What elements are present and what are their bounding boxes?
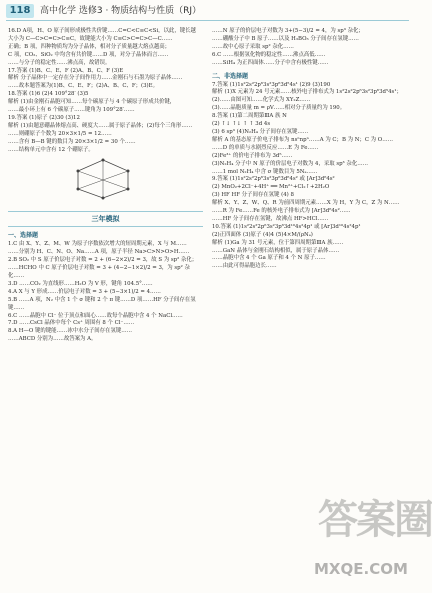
text-line: 16.D A项，H、O 原子间形成极性共价键……C=C<C≡C<Si，以此，键长越 [8, 28, 196, 34]
text-line: 6.C ……晶胞中 Cl⁻ 位于顶点和面心……故每个晶胞中含 4 个 NaCl…… [8, 312, 183, 319]
text-line: ……ABCD 分别为……故答案为 A。 [8, 336, 97, 343]
text-line: ……最小环上有 6 个碳原子……键角为 109°28′…… [8, 107, 135, 114]
text-line: ……HF 分子间存在氢键，故沸点 HF>HCl…… [212, 215, 329, 222]
text-line: ……硼酸分子中 B 原子……以及 H₃BO₃ 分子间存在氢键…… [212, 35, 359, 42]
book-title: 高中化学 选修3 · 物质结构与性质（RJ） [40, 6, 202, 16]
text-line: 解析 A 的基态原子价电子排布为 nsⁿnpⁿ……A 为 C；B 为 N；C 为 O…… [212, 136, 393, 143]
text-line: 2.B SO₂ 中 S 原子价层电子对数 = 2 + (6−2×2)/2 = 3，故 S 为 sp² 杂化； [8, 257, 198, 264]
text-line: 正确；B 项，四种物质均为分子晶体，相对分子质量越大熔点越高； [8, 43, 171, 50]
text-line: (2)……由图可知……化学式为 XY₂Z…… [212, 97, 311, 104]
text-line: 3.D ……CO₂ 为直线形……H₂O 为 V 形，键角 104.5°…… [8, 280, 153, 287]
watermark-logo [314, 497, 432, 588]
text-line: 解析 (1)Ga 为 31 号元素，位于第四周期第ⅢA 族…… [212, 239, 344, 246]
text-line: (2) MnO₂+2Cl⁻+4H⁺ ══ Mn²⁺+Cl₂↑+2H₂O [212, 184, 330, 191]
text-line: 解析 (1)由金刚石晶胞可知……每个碳原子与 4 个碳原子形成共价键， [8, 99, 176, 106]
text-line: 1.C 由 X、Y、Z、M、W 为原子序数依次增大的短周期元素，X 与 M…… [8, 241, 187, 248]
text-line: C 项，CO₂、SiO₂ 中均含有共价键……D 项，对分子晶体而言…… [8, 51, 169, 58]
text-line: ……含有 B—B 键的数目为 20×3×1/2 = 30 个…… [8, 138, 136, 145]
text-line: 18.答案 (1)6 (2)4 109°28′ (3)5 [8, 91, 89, 98]
text-line: ……故中心原子采取 sp² 杂化…… [212, 43, 294, 50]
watermark-text: 答案圈 [318, 497, 432, 543]
text-line: ……R 为 Fe……Fe 的核外电子排布式为 [Ar]3d⁶4s²…… [212, 208, 351, 215]
watermark-url: MXQE.COM [314, 560, 408, 578]
subsection-heading-open: 二、非选择题 [212, 72, 249, 80]
subsection-heading-choice: 一、选择题 [8, 232, 39, 240]
text-line: ……N 原子的价层电子对数为 3+(5−3)/2 = 4，为 sp³ 杂化； [212, 28, 364, 34]
text-line: (3)N₂H₄ 分子中 N 原子的价层电子对数为 4，采取 sp³ 杂化…… [212, 160, 368, 167]
text-line: ……结构单元中含有 12 个硼原子。 [8, 146, 94, 153]
text-line: ……则硼原子个数为 20×3×1/5 = 12…… [8, 130, 112, 137]
text-line: 大小为 C—C>C=C>C≡C，故键能大小为 C≡C>C=C>C—C…… [8, 35, 173, 42]
answer-list-top [8, 28, 203, 155]
text-line: ……与分子的稳定性……沸点高，故错误。 [8, 59, 111, 66]
answer-list-mock [8, 241, 203, 344]
text-line: 解析 (1)X 元素为 24 号元素……核外电子排布式为 1s²2s²2p⁶3s²3p⁶3d⁵4s¹； [212, 89, 402, 96]
text-line: 解析 (1)由题意硼晶体熔点高、硬度大……属于原子晶体；(2)每个三角形…… [8, 122, 193, 129]
page-header [0, 0, 415, 22]
text-line: 6.C ……根据氢化物的稳定性……沸点高低…… [212, 51, 326, 58]
text-line: 8.A H—O 键的键能……冰中水分子间存在氢键…… [8, 328, 133, 335]
answer-list-right-top [212, 28, 407, 68]
text-line: ……故本题答案为(1)B、C、E、F；(2)A、B、C、F；(3)E。 [8, 83, 158, 90]
text-line: (3) HF HF 分子间存在氢键 (4) 8 [212, 192, 294, 199]
section-heading: 三年模拟 [8, 211, 203, 227]
text-line: ……由此可得晶胞边长…… [212, 263, 277, 270]
text-line: (2)正四面体 (3)原子 (4)4 (5)4×M/(ρNₐ) [212, 231, 313, 238]
page-number-badge: 118 [6, 4, 34, 18]
text-line: ……1 mol N₂H₄ 中含 σ 键数目为 5Nₐ…… [212, 168, 318, 175]
text-line: 8.答案 (1)第二周期第ⅢA 族 N [212, 113, 287, 120]
answer-list-right-open [212, 82, 407, 272]
left-column [8, 28, 203, 588]
text-line: (3)……晶胞质量 m = ρV……相对分子质量约为 190。 [212, 105, 346, 112]
text-line: ……HCHO 中 C 原子价层电子对数 = 3 + (4−2−1×2)/2 = 3，为 sp² 杂化…… [8, 265, 190, 280]
text-line: 10.答案 (1)1s²2s²2p⁶3s²3p⁶3d¹⁰4s²4p¹ 或 [Ar]3d¹⁰4s²4p¹ [212, 223, 361, 230]
text-line: 9.答案 (1)1s²2s²2p⁶3s²3p⁶3d⁶4s² 或 [Ar]3d⁶4s² [212, 176, 335, 183]
text-line: ……分别为 H、C、N、O、Na……A 项，原子半径 Na>C>N>O>H…… [8, 249, 190, 256]
boron-icosahedron-figure [48, 157, 158, 201]
text-line: 4.A X 与 Y 形成……价层电子对数 = 3 + (5−3×1)/2 = 4…… [8, 288, 161, 295]
text-line: 解析 分子晶体中一定存在分子间作用力……金刚石与石墨为原子晶体…… [8, 75, 183, 82]
header-divider [6, 20, 409, 21]
text-line: ……SiH₄ 为正四面体……分子中含有极性键…… [212, 59, 329, 66]
text-line: ……GaN 晶体与金刚石结构相似，属于原子晶体…… [212, 247, 340, 254]
text-line: (2)Fe³⁺ 的价电子排布为 3d⁵…… [212, 152, 293, 159]
text-line: ……晶胞中含 4 个 Ga 原子和 4 个 N 原子…… [212, 255, 326, 262]
text-line: 19.答案 (1)原子 (2)30 (3)12 [8, 114, 80, 121]
text-line: 5.B ……A 项，N₂ 中含 1 个 σ 键和 2 个 π 键……D 项……HF 分子间存在氢键…… [8, 296, 196, 311]
text-line: 解析 X、Y、Z、W、Q、R 为前四周期元素……X 为 H，Y 为 C，Z 为 N…… [212, 200, 400, 207]
text-line: (2) ↑↓ ↑↓ ↑ ↑ 3d 4s [212, 121, 271, 128]
text-line: ……D 的单质与水剧烈反应……E 为 Fe…… [212, 144, 319, 151]
text-line: 7.答案 (1)1s²2s²2p⁶3s²3p⁶3d⁵4s¹ (2)9 (3)190 [212, 81, 331, 88]
text-line: 17.答案 (1)B、C、E、F (2)A、B、C、F (3)E [8, 67, 124, 74]
text-line: (3) 6 sp³ (4)N₂H₄ 分子间存在氢键…… [212, 128, 309, 135]
text-line: 7.D ……CsCl 晶体中每个 Cs⁺ 周围有 8 个 Cl⁻…… [8, 320, 135, 327]
